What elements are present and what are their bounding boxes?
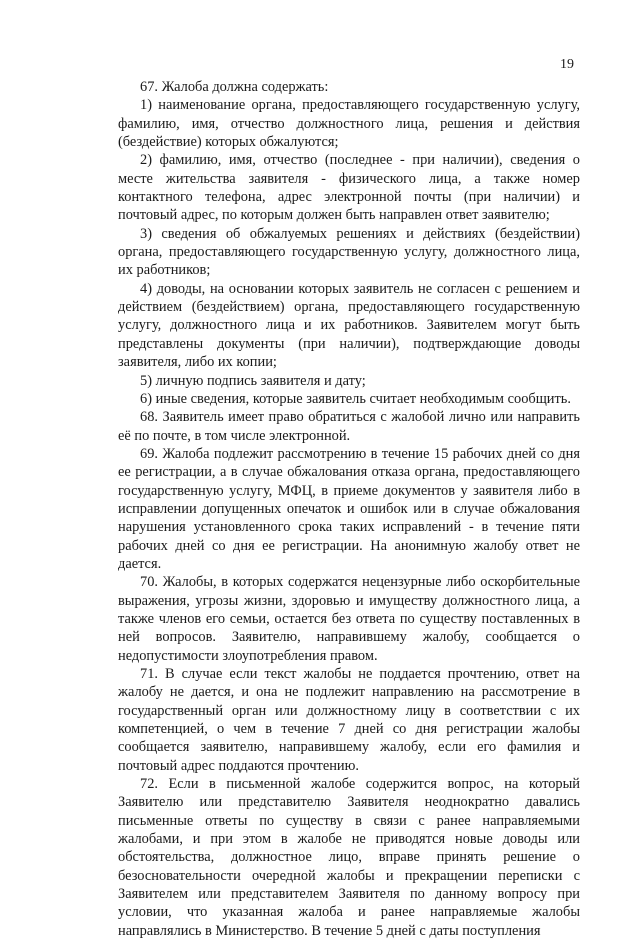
paragraph-67-item-1: 1) наименование органа, предоставляющего государственную услугу, фамилию, имя, отчество должностного лица, решения и действия (бездействие) которых обжалуются; xyxy=(118,97,580,151)
paragraph-67-item-4: 4) доводы, на основании которых заявитель не согласен с решением и действием (бездействием) органа, предоставляющего государственную услугу, должностного лица и их работников. Заявителем могут быть представлены документы (при наличии), подтверждающие доводы заявителя, либо их копии; xyxy=(118,280,580,371)
page-number: 19 xyxy=(560,57,574,72)
paragraph-67-heading: 67. Жалоба должна содержать: xyxy=(140,79,329,95)
paragraph-67-item-3: 3) сведения об обжалуемых решениях и действиях (бездействии) органа, предоставляющего государственную услугу, должностного лица, их работников; xyxy=(118,225,580,279)
paragraph-67-item-6: 6) иные сведения, которые заявитель считает необходимым сообщить. xyxy=(140,390,571,407)
paragraph-72: 72. Если в письменной жалобе содержится вопрос, на который Заявителю или представителю Заявителя неоднократно давались письменные ответы по существу в связи с ранее направляемыми жалобами, и при этом в жалобе не приводятся новые доводы или обстоятельства, должностное лицо, вправе принять решение о безосновательности очередной жалобы и прекращении переписки с Заявителем или представителем Заявителя по данному вопросу при условии, что указанная жалоба и ранее направляемые жалобы направлялись в Министерство. В течение 5 дней с даты поступления xyxy=(118,776,580,939)
paragraph-70: 70. Жалобы, в которых содержатся нецензурные либо оскорбительные выражения, угрозы жизни, здоровью и имуществу должностного лица, а также членов его семьи, остается без ответа по существу поставленных в ней вопросов. Заявителю, направившему жалобу, сообщается о недопустимости злоупотребления правом. xyxy=(118,574,580,664)
paragraph-67-item-5: 5) личную подпись заявителя и дату; xyxy=(140,372,366,389)
paragraph-71: 71. В случае если текст жалобы не поддается прочтению, ответ на жалобу не дается, и она не подлежит направлению на рассмотрение в государственный орган или должностному лицу в соответствии с их компетенцией, о чем в течение 7 дней со дня регистрации жалобы сообщается заявителю, направившему жалобу, если его фамилия и почтовый адрес поддаются прочтению. xyxy=(118,666,580,774)
document-body xyxy=(118,78,580,940)
paragraph-69: 69. Жалоба подлежит рассмотрению в течение 15 рабочих дней со дня ее регистрации, а в случае обжалования отказа органа, предоставляющего государственную услугу, МФЦ, в приеме документов у заявителя либо в исправлении допущенных опечаток и ошибок или в случае обжалования нарушения установленного срока таких исправлений - в течение пяти рабочих дней со дня ее регистрации. На анонимную жалобу ответ не дается. xyxy=(118,445,580,572)
paragraph-68: 68. Заявитель имеет право обратиться с жалобой лично или направить её по почте, в том числе электронной. xyxy=(118,409,580,444)
paragraph-67-item-2: 2) фамилию, имя, отчество (последнее - при наличии), сведения о месте жительства заявителя - физического лица, а также номер контактного телефона, адрес электронной почты (при наличии) и почтовый адрес, по которым должен быть направлен ответ заявителю; xyxy=(118,152,580,224)
